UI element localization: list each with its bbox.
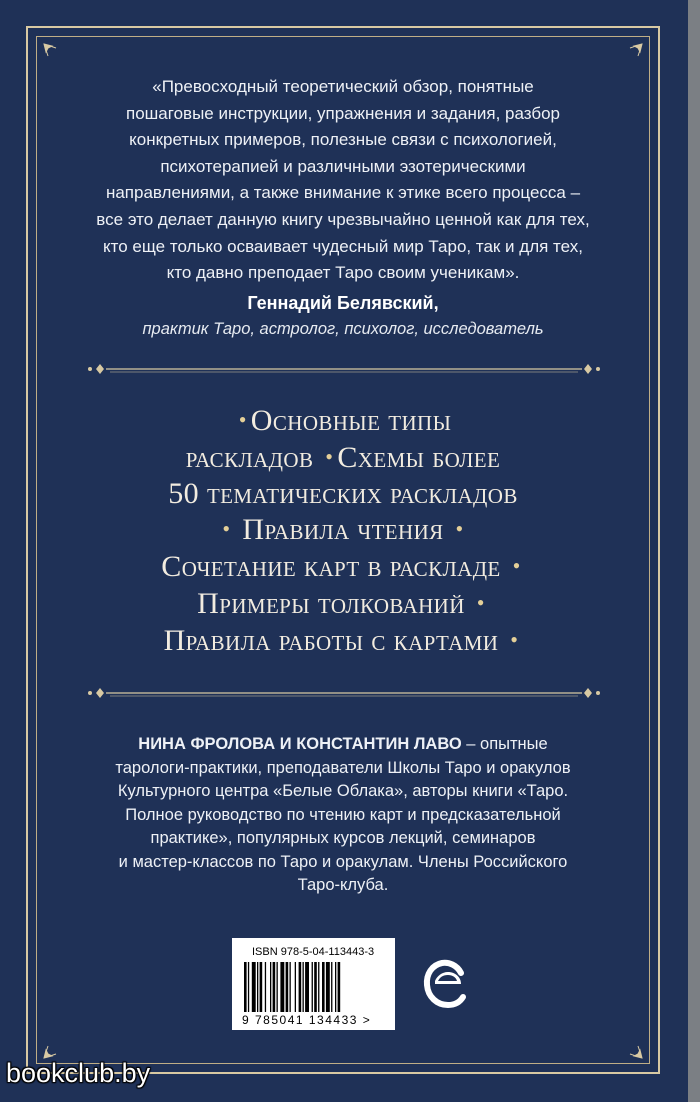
bullet-icon: •	[238, 407, 247, 432]
barcode-digits: 9 785041 134433 >	[242, 1013, 372, 1027]
quote-line: кто давно преподает Таро своим ученикам».	[166, 263, 520, 283]
quote-line: конкретных примеров, полезные связи с психологией,	[129, 130, 557, 150]
bullet-icon: •	[455, 516, 464, 542]
quote-line: направлениями, а также внимание к этике всего процесса –	[105, 183, 581, 203]
feature-line: Правила работы с картами •	[50, 622, 636, 659]
bullet-icon: •	[510, 626, 519, 652]
corner-ornament-icon	[622, 1038, 644, 1060]
quote-line: психотерапией и различными эзотерическими	[160, 156, 526, 176]
bio-line: Таро-клуба.	[297, 876, 389, 894]
bullet-icon: •	[325, 443, 334, 469]
quote-author: Геннадий Белявский,	[247, 293, 439, 313]
corner-ornament-icon	[42, 1038, 64, 1060]
publisher-logo-icon	[421, 957, 469, 1011]
cover-side-edge	[688, 0, 700, 1102]
bio-line: НИНА ФРОЛОВА И КОНСТАНТИН ЛАВО – опытные	[138, 735, 548, 753]
feature-line: 50 тематических раскладов	[168, 476, 518, 510]
divider-ornament-icon	[84, 360, 604, 378]
bio-line: Полное руководство по чтению карт и предсказательной	[125, 805, 561, 824]
quote-line: все это делает данную книгу чрезвычайно ценной как для тех,	[96, 209, 590, 229]
corner-ornament-icon	[622, 42, 644, 64]
divider-ornament-icon	[84, 684, 604, 702]
quote-line: кто еще только осваивает чудесный мир Таро, так и для тех,	[103, 236, 583, 256]
feature-line: • Основные типы	[50, 402, 636, 439]
bio-line: практике», популярных курсов лекций, семинаров	[150, 829, 536, 847]
feature-line: Примеры толкований •	[50, 585, 636, 622]
bio-line: и мастер-классов по Таро и оракулам. Члены Российского	[118, 852, 568, 871]
corner-ornament-icon	[42, 42, 64, 64]
isbn-barcode	[232, 938, 395, 1030]
bio-line: тарологи-практики, преподаватели Школы Таро и оракулов	[115, 758, 571, 777]
isbn-number: ISBN 978-5-04-113443-3	[252, 946, 375, 958]
features-list	[50, 402, 636, 659]
bullet-icon: •	[476, 589, 485, 615]
feature-line: • Правила чтения •	[50, 511, 636, 548]
barcode-bars-icon	[244, 962, 384, 1012]
watermark-text: bookclub.by	[6, 1058, 151, 1088]
quote-text	[60, 74, 626, 287]
quote-line: пошаговые инструкции, упражнения и задания, разбор	[126, 103, 560, 123]
bio-line: Культурного центра «Белые Облака», авторы книги «Таро.	[117, 782, 569, 800]
bullet-icon: •	[512, 553, 521, 579]
quote-line: «Превосходный теоретический обзор, понятные	[152, 77, 534, 96]
feature-line: раскладов • Схемы более	[185, 440, 501, 474]
feature-line: Сочетание карт в раскладе •	[50, 548, 636, 585]
authors-bio	[56, 733, 630, 898]
author-names: НИНА ФРОЛОВА И КОНСТАНТИН ЛАВО	[138, 735, 462, 753]
bullet-icon: •	[222, 516, 231, 542]
quote-author-role: практик Таро, астролог, психолог, исследователь	[142, 320, 544, 338]
